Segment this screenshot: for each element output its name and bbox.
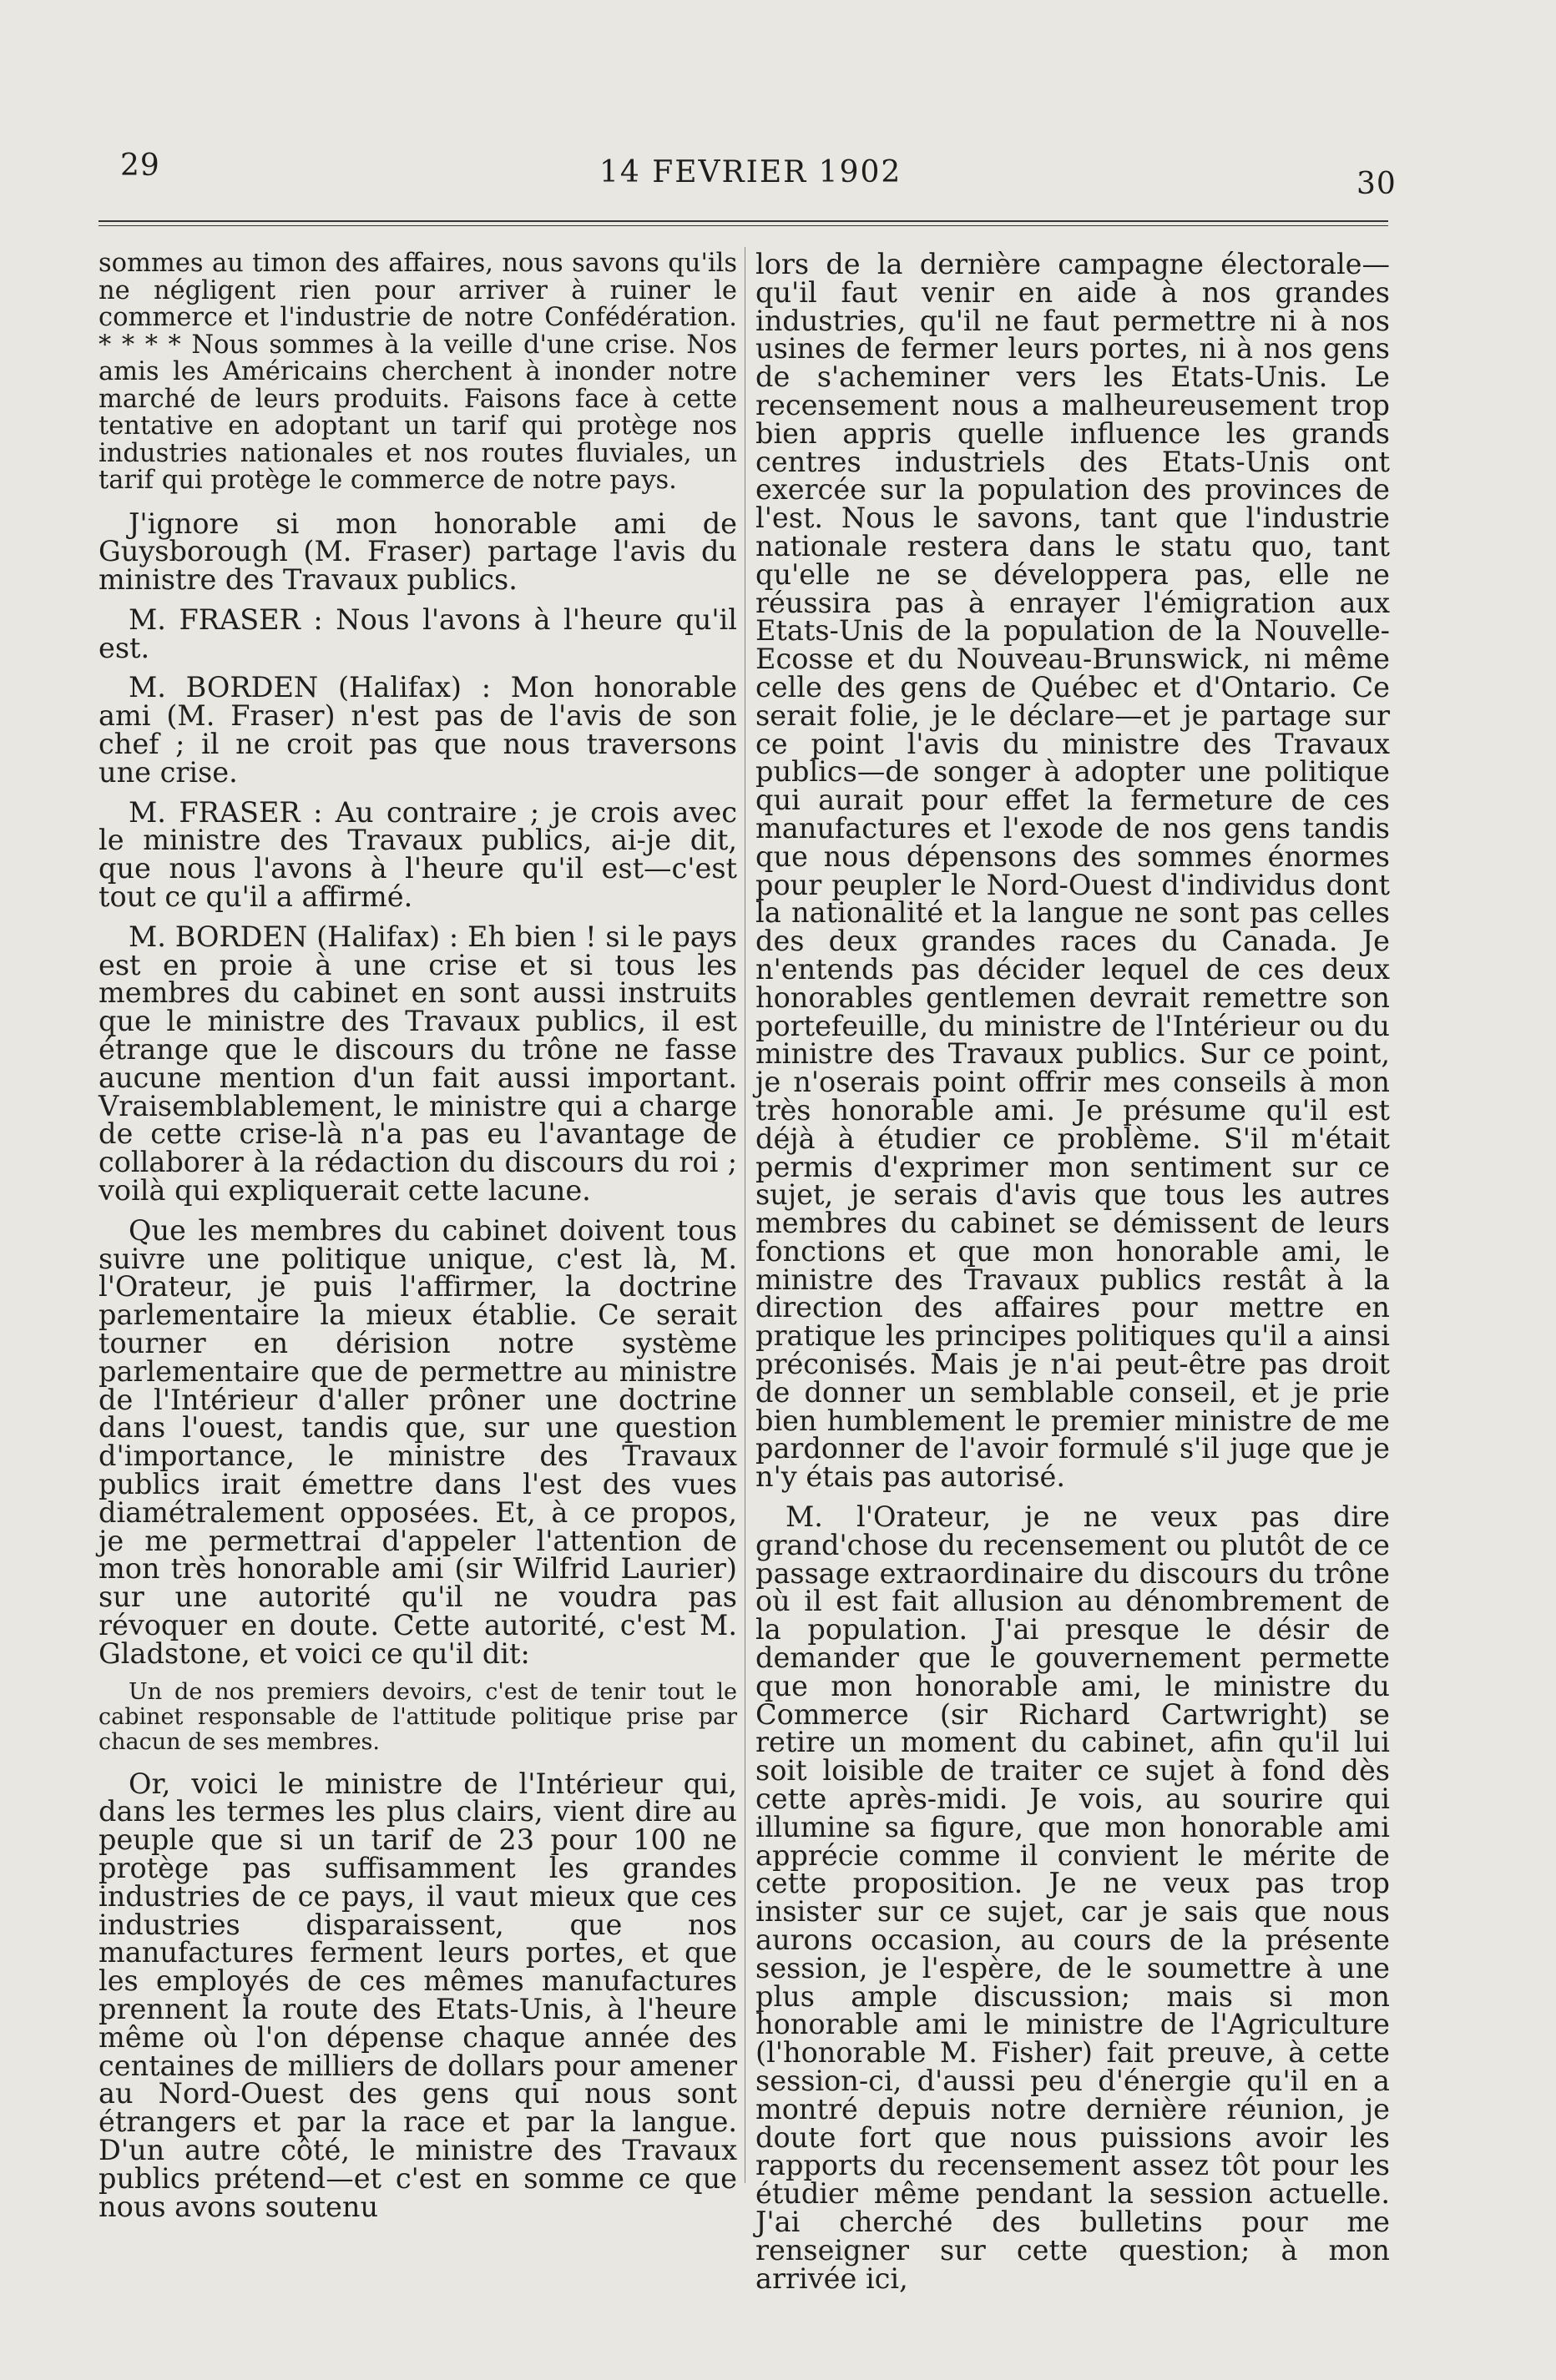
page-number-right: 30: [1356, 167, 1397, 201]
header-rule: [99, 220, 1388, 222]
paragraph: M. BORDEN (Halifax) : Eh bien ! si le pays est en proie à une crise et si tous les membres du cabinet en sont aussi instruits que le ministre des Travaux publics, il est étrange que le discours du trône ne fasse aucune mention d'un fait aussi important. Vraisemblablement, le ministre qui a charge de cette crise-là n'a pas eu l'avantage de collaborer à la rédaction du discours du roi ; voilà qui expliquerait cette lacune.: [99, 920, 737, 1208]
paragraph: M. BORDEN (Halifax) : Mon honorable ami (M. Fraser) n'est pas de l'avis de son chef ; il ne croit pas que nous traversons une crise.: [99, 671, 737, 789]
paragraph: M. l'Orateur, je ne veux pas dire grand'chose du recensement ou plutôt de ce passage extraordinaire du discours du trône où il est fait allusion au dénombrement de la population. J'ai presque le désir de demander que le gouvernement permette que mon honorable ami, le ministre du Commerce (sir Richard Cartwright) se retire un moment du cabinet, afin qu'il lui soit loisible de traiter ce sujet à fond dès cette après-midi. Je vois, au sourire qui illumine sa figure, que mon honorable ami apprécie comme il convient le mérite de cette proposition. Je ne veux pas trop insister sur ce sujet, car je sais que nous aurons occasion, au cours de la présente session, je l'espère, de le soumettre à une plus ample discussion; mais si mon honorable ami le ministre de l'Agriculture (l'honorable M. Fisher) fait preuve, à cette session-ci, d'aussi peu d'énergie qu'il en a montré depuis notre dernière réunion, je doute fort que nous puissions avoir les rapports du recensement assez tôt pour les étudier même pendant la session actuelle. J'ai cherché des bulletins pour me renseigner sur cette question; à mon arrivée ici,: [755, 1500, 1390, 2295]
paragraph: Or, voici le ministre de l'Intérieur qui, dans les termes les plus clairs, vient dire au peuple que si un tarif de 23 pour 100 ne protège pas suffisamment les grandes industries de ce pays, il vaut mieux que ces industries disparaissent, que nos manufactures ferment leurs portes, et que les employés de ces mêmes manufactures prennent la route des Etats-Unis, à l'heure même où l'on dépense chaque année des centaines de milliers de dollars pour amener au Nord-Ouest des gens qui nous sont étrangers et par la race et par la langue. D'un autre côté, le ministre des Travaux publics prétend—et c'est en somme ce que nous avons soutenu: [99, 1767, 737, 2223]
paragraph: lors de la dernière campagne électorale—qu'il faut venir en aide à nos grandes industries, qu'il ne faut permettre ni à nos usines de fermer leurs portes, ni à nos gens de s'acheminer vers les Etats-Unis. Le recensement nous a malheureusement trop bien appris quelle influence les grands centres industriels des Etats-Unis ont exercée sur la population des provinces de l'est. Nous le savons, tant que l'industrie nationale restera dans le statu quo, tant qu'elle ne se développera pas, elle ne réussira pas à enrayer l'émigration aux Etats-Unis de la population de la Nouvelle-Ecosse et du Nouveau-Brunswick, ni même celle des gens de Québec et d'Ontario. Ce serait folie, je le déclare—et je partage sur ce point l'avis du ministre des Travaux publics—de songer à adopter une politique qui aurait pour effet la fermeture de ces manufactures et l'exode de nos gens tandis que nous dépensons des sommes énormes pour peupler le Nord-Ouest d'individus dont la nationalité et la langue ne sont pas celles des deux grandes races du Canada. Je n'entends pas décider lequel de ces deux honorables gentlemen devrait remettre son portefeuille, du ministre de l'Intérieur ou du ministre des Travaux publics. Sur ce point, je n'oserais point offrir mes conseils à mon très honorable ami. Je présume qu'il est déjà à étudier ce problème. S'il m'était permis d'exprimer mon sentiment sur ce sujet, je serais d'avis que tous les autres membres du cabinet se démissent de leurs fonctions et que mon honorable ami, le ministre des Travaux publics restât à la direction des affaires pour mettre en pratique les principes politiques qu'il a ainsi préconisés. Mais je n'ai peut-être pas droit de donner un semblable conseil, et je prie bien humblement le premier ministre de me pardonner de l'avoir formulé s'il juge que je n'y étais pas autorisé.: [755, 248, 1390, 1494]
page-date-header: 14 FEVRIER 1902: [599, 155, 902, 189]
paragraph: Que les membres du cabinet doivent tous suivre une politique unique, c'est là, M. l'Orateur, je puis l'affirmer, la doctrine parlementaire la mieux établie. Ce serait tourner en dérision notre système parlementaire que de permettre au ministre de l'Intérieur d'aller prôner une doctrine dans l'ouest, tandis que, sur une question d'importance, le ministre des Travaux publics irait émettre dans l'est des vues diamétralement opposées. Et, à ce propos, je me permettrai d'appeler l'attention de mon très honorable ami (sir Wilfrid Laurier) sur une autorité qu'il ne voudra pas révoquer en doute. Cette autorité, c'est M. Gladstone, et voici ce qu'il dit:: [99, 1213, 737, 1670]
left-column: [99, 250, 737, 2232]
paragraph: sommes au timon des affaires, nous savons qu'ils ne négligent rien pour arriver à ruiner le commerce et l'industrie de notre Confédération. * * * * Nous sommes à la veille d'une crise. Nos amis les Américains cherchent à inonder notre marché de leurs produits. Faisons face à cette tentative en adoptant un tarif qui protège nos industries nationales et nos routes fluviales, un tarif qui protège le commerce de notre pays.: [99, 249, 737, 495]
paragraph: M. FRASER : Nous l'avons à l'heure qu'il est.: [99, 603, 737, 664]
right-column: [755, 250, 1390, 2304]
page-number-left: 29: [120, 149, 160, 183]
paragraph: M. FRASER : Au contraire ; je crois avec le ministre des Travaux publics, ai-je dit, que nous l'avons à l'heure qu'il est—c'est tout ce qu'il a affirmé.: [99, 795, 737, 914]
block-quote: Un de nos premiers devoirs, c'est de tenir tout le cabinet responsable de l'attitude politique prise par chacun de ses membres.: [99, 1678, 737, 1755]
paragraph: J'ignore si mon honorable ami de Guysborough (M. Fraser) partage l'avis du ministre des Travaux publics.: [99, 507, 737, 597]
header-rule-thin: [99, 225, 1388, 226]
